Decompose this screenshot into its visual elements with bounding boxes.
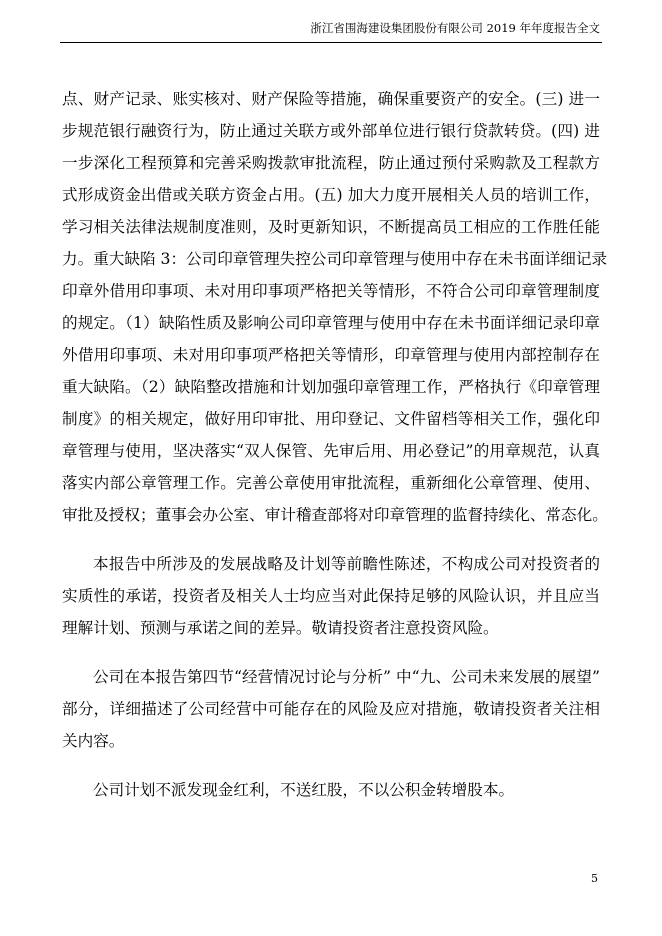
document-body: [62, 83, 608, 806]
text-line: 公司计划不派发现金红利，不送红股，不以公积金转增股本。: [93, 781, 515, 799]
text-line: 部分，详细描述了公司经营中可能存在的风险及应对措施，敬请投资者关注相: [62, 700, 600, 718]
text-line: 力。重大缺陷 3：公司印章管理失控公司印章管理与使用中存在未书面详细记录: [62, 250, 608, 268]
page-number: 5: [591, 872, 598, 885]
text-line: 关内容。: [62, 732, 125, 750]
paragraph-spacer: [62, 644, 600, 661]
paragraph-spacer: [62, 757, 600, 774]
text-line: 实质性的承诺，投资者及相关人士均应当对此保持足够的风险认识，并且应当: [62, 587, 600, 605]
text-line: 一步深化工程预算和完善采购拨款审批流程，防止通过预付采购款及工程款方: [62, 154, 600, 172]
text-line: 制度》的相关规定，做好用印审批、用印登记、文件留档等相关工作，强化印: [62, 410, 600, 428]
text-line: 步规范银行融资行为，防止通过关联方或外部单位进行银行贷款转贷。(四) 进: [62, 122, 600, 140]
paragraph-forward-looking-statement: [62, 548, 600, 644]
text-line: 重大缺陷。（2）缺陷整改措施和计划加强印章管理工作，严格执行《印章管理: [62, 378, 600, 396]
paragraph-risk-reference: [62, 661, 600, 757]
text-line: 章管理与使用，坚决落实“双人保管、先审后用、用必登记”的用章规范，认真: [62, 442, 600, 460]
text-line: 学习相关法律法规制度准则，及时更新知识，不断提高员工相应的工作胜任能: [62, 218, 600, 236]
page-header: 浙江省围海建设集团股份有限公司 2019 年年度报告全文: [310, 21, 600, 35]
text-line: 理解计划、预测与承诺之间的差异。敬请投资者注意投资风险。: [62, 619, 499, 637]
text-line: 的规定。（1）缺陷性质及影响公司印章管理与使用中存在未书面详细记录印章: [62, 314, 600, 332]
text-line: 本报告中所涉及的发展战略及计划等前瞻性陈述，不构成公司对投资者的: [93, 555, 600, 573]
paragraph-spacer: [62, 531, 600, 548]
text-line: 点、财产记录、账实核对、财产保险等措施，确保重要资产的安全。(三) 进一: [62, 90, 600, 108]
header-divider: [60, 42, 602, 43]
text-line: 外借用印事项、未对用印事项严格把关等情形，印章管理与使用内部控制存在: [62, 346, 600, 364]
text-line: 落实内部公章管理工作。完善公章使用审批流程，重新细化公章管理、使用、: [62, 474, 600, 492]
text-line: 审批及授权；董事会办公室、审计稽查部将对印章管理的监督持续化、常态化。: [62, 506, 608, 524]
text-line: 公司在本报告第四节“经营情况讨论与分析” 中“九、公司未来发展的展望”: [93, 668, 600, 686]
text-line: 式形成资金出借或关联方资金占用。(五) 加大力度开展相关人员的培训工作，: [62, 186, 600, 204]
paragraph-dividend-plan: [62, 774, 600, 806]
paragraph-internal-control: [62, 83, 608, 531]
text-line: 印章外借用印事项、未对用印事项严格把关等情形，不符合公司印章管理制度: [62, 282, 600, 300]
